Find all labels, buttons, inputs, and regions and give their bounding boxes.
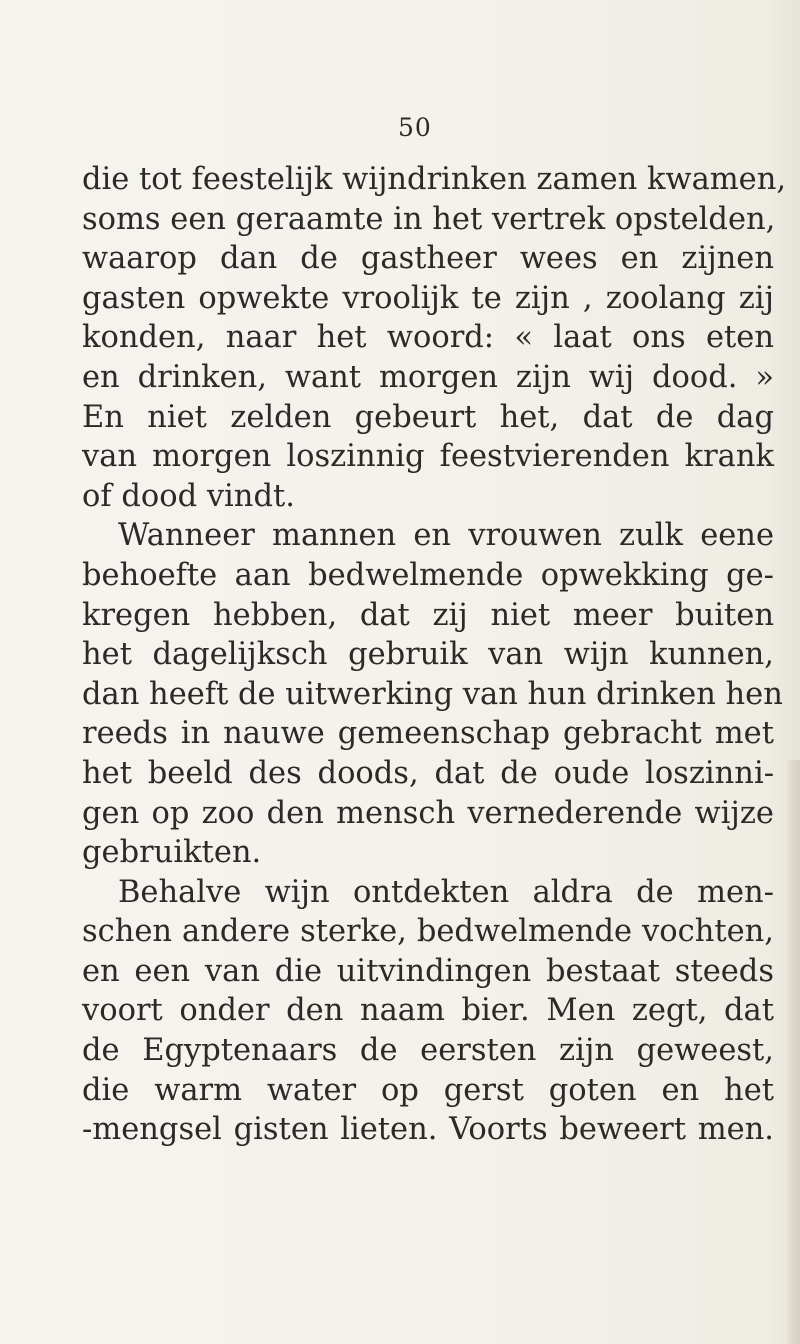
body-text (82, 160, 787, 1150)
text-line: -mengsel gisten lieten. Voorts beweert men. (82, 1112, 774, 1148)
paragraph-end-line: of dood vindt. (82, 478, 295, 514)
text-line: gasten opwekte vroolijk te zijn , zoolang zij (82, 280, 774, 316)
text-line: het dagelijksch gebruik van wijn kunnen, (82, 637, 774, 673)
text-line: die tot feestelijk wijndrinken zamen kwamen, (82, 162, 787, 197)
text-line: van morgen loszinnig feestvierenden krank (82, 439, 774, 475)
page-number: 50 (398, 113, 432, 142)
text-line: behoefte aan bedwelmende opwekking ge- (82, 557, 774, 593)
text-line: En niet zelden gebeurt het, dat de dag (82, 399, 774, 435)
text-line: en een van die uitvindingen bestaat steeds (82, 953, 774, 989)
text-line: soms een geraamte in het vertrek opstelden, (82, 201, 776, 237)
text-line: de Egyptenaars de eersten zijn geweest, (82, 1033, 774, 1069)
text-line: reeds in nauwe gemeenschap gebracht met (82, 716, 774, 752)
paragraph-start-line: Behalve wijn ontdekten aldra de men- (118, 874, 774, 910)
text-line: waarop dan de gastheer wees en zijnen (82, 241, 774, 277)
text-line: en drinken, want morgen zijn wij dood. » (82, 359, 774, 395)
paragraph-start-line: Wanneer mannen en vrouwen zulk eene (118, 518, 774, 554)
text-line: schen andere sterke, bedwelmende vochten, (82, 914, 774, 950)
text-line: voort onder den naam bier. Men zegt, dat (82, 993, 774, 1029)
paragraph-end-line: gebruikten. (82, 835, 262, 871)
page-edge-shadow (786, 760, 800, 1344)
text-line: konden, naar het woord: « laat ons eten (82, 320, 774, 356)
text-line: die warm water op gerst goten en het (82, 1072, 774, 1108)
text-line: dan heeft de uitwerking van hun drinken hen (82, 676, 783, 712)
text-line: kregen hebben, dat zij niet meer buiten (82, 597, 774, 633)
text-line: het beeld des doods, dat de oude loszinni- (82, 755, 774, 791)
text-line: gen op zoo den mensch vernederende wijze (82, 795, 774, 831)
